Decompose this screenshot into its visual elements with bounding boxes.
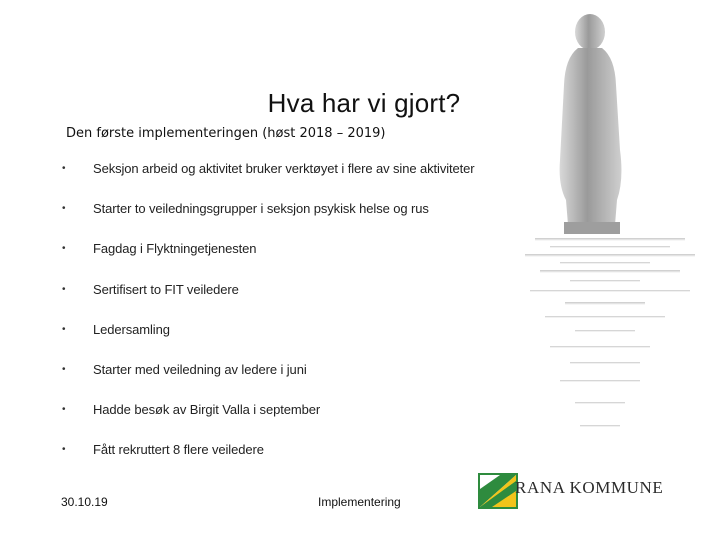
bullet-item (62, 441, 475, 481)
bullet-icon: • (62, 404, 66, 416)
bullet-list (62, 160, 475, 482)
bullet-icon: • (62, 243, 66, 255)
bullet-text: Fått rekruttert 8 flere veiledere (93, 442, 264, 458)
bullet-item (62, 240, 475, 280)
bullet-item (62, 401, 475, 441)
slide-title-text: Hva har vi gjort? (267, 88, 461, 118)
bullet-text: Ledersamling (93, 321, 170, 337)
bullet-icon: • (62, 203, 66, 215)
bullet-item (62, 281, 475, 321)
slide-subtitle: Den første implementeringen (høst 2018 – 2019) (66, 126, 386, 141)
bullet-item (62, 160, 475, 200)
statue-silhouette-image (520, 10, 720, 480)
bullet-item (62, 200, 475, 240)
bullet-text: Starter to veiledningsgrupper i seksjon psykisk helse og rus (93, 201, 429, 217)
bullet-icon: • (62, 444, 66, 456)
bullet-text: Hadde besøk av Birgit Valla i september (93, 402, 321, 418)
bullet-text: Seksjon arbeid og aktivitet bruker verktøyet i flere av sine aktiviteter (93, 161, 475, 176)
bullet-text: Fagdag i Flyktningetjenesten (93, 241, 257, 257)
footer-label: Implementering (318, 495, 401, 509)
bullet-icon: • (62, 323, 66, 335)
footer-date: 30.10.19 (61, 495, 108, 509)
bullet-text: Sertifisert to FIT veiledere (93, 281, 239, 297)
bullet-icon: • (62, 283, 66, 295)
bullet-text: Starter med veiledning av ledere i juni (93, 361, 307, 377)
slide-title (0, 88, 720, 119)
bullet-icon: • (62, 363, 66, 375)
bullet-item (62, 321, 475, 361)
rana-kommune-emblem-icon (478, 473, 518, 509)
logo-text: RANA KOMMUNE (515, 478, 664, 497)
bullet-item (62, 361, 475, 401)
bullet-icon: • (62, 163, 66, 174)
